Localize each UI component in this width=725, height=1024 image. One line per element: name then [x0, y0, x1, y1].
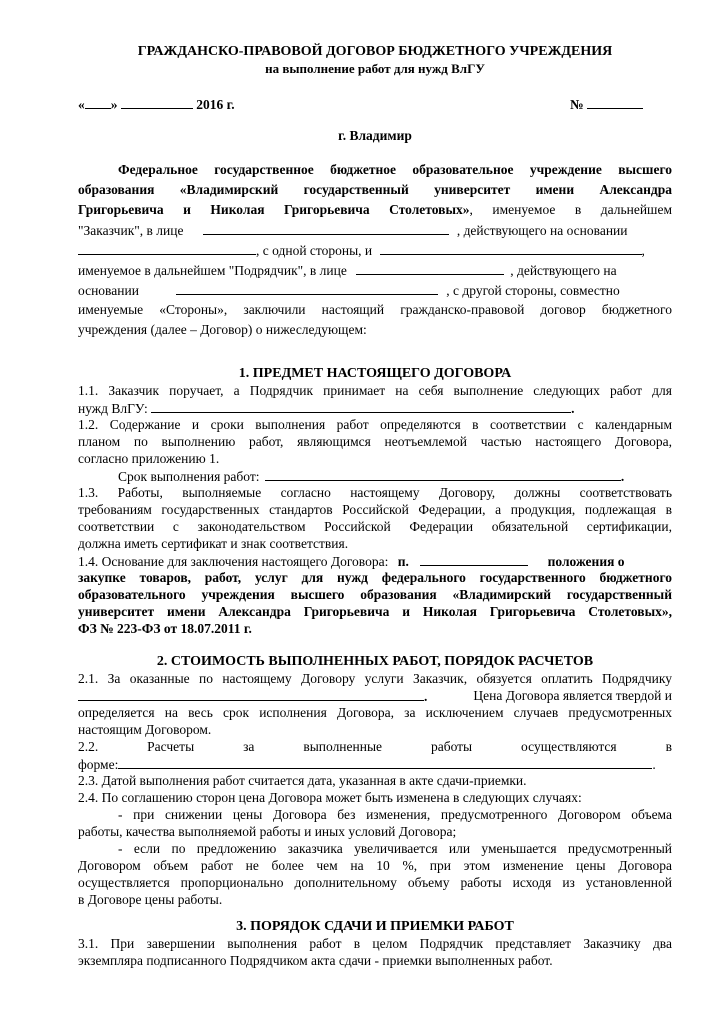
price-blank	[78, 688, 424, 701]
works-blank	[151, 400, 571, 413]
customer-basis-blank	[78, 242, 256, 255]
regulation-item-blank	[420, 553, 528, 566]
preamble-line-5-comma: ,	[641, 243, 645, 258]
clause-1-1-needs: нужд ВлГУ:	[78, 401, 148, 416]
clause-3-1-line-2: экземпляра подписанного Подрядчиком акта сдачи - приемки выполненных работ.	[78, 953, 553, 968]
term-line	[118, 468, 712, 485]
preamble-line-8: именуемые «Стороны», заключили настоящий гражданско-правовой договор бюджетного	[78, 302, 672, 317]
clause-2-3: 2.3. Датой выполнения работ считается дата, указанная в акте сдачи-приемки.	[78, 773, 527, 788]
preamble-line-9: учреждения (далее – Договор) о нижеследующем:	[78, 322, 367, 337]
clause-1-4-line-5: ФЗ № 223-ФЗ от 18.07.2011 г.	[78, 621, 252, 636]
date-year: 2016 г.	[196, 97, 235, 112]
clause-3-1-line-1: 3.1. При завершении выполнения работ в целом Подрядчик представляет Заказчику два	[78, 936, 672, 951]
number-line	[570, 96, 650, 113]
date-close-quote: »	[110, 97, 118, 112]
clause-2-1-line-2	[78, 688, 672, 705]
payment-form-blank	[118, 756, 652, 769]
contractor-name-blank	[380, 242, 642, 255]
clause-2-2-line-2	[78, 756, 672, 773]
section-1-heading: 1. ПРЕДМЕТ НАСТОЯЩЕГО ДОГОВОРА	[238, 366, 512, 381]
clause-1-4-basis-label: 1.4. Основание для заключения настоящего Договора:	[78, 554, 389, 569]
clause-2-1-line-4: настоящим Договором.	[78, 722, 212, 737]
clause-1-4-line-1	[78, 553, 672, 570]
preamble-line-1: Федеральное государственное бюджетное образовательное учреждение высшего	[118, 162, 672, 177]
basis-label: основании	[78, 283, 139, 298]
preamble-line-2: образования «Владимирский государственный университет имени Александра	[78, 182, 672, 197]
clause-1-4-line-4: университет имени Александра Григорьевича и Николая Григорьевича Столетовых»,	[78, 604, 672, 619]
payment-form-label: форме:	[78, 757, 119, 772]
section-2-heading: 2. СТОИМОСТЬ ВЫПОЛНЕННЫХ РАБОТ, ПОРЯДОК РАСЧЕТОВ	[156, 654, 594, 669]
contractor-rep-blank	[356, 262, 504, 275]
clause-2-2-number: 2.2.	[78, 739, 99, 754]
clause-1-4-line-2: закупке товаров, работ, услуг для нужд федерального государственного бюджетного	[78, 570, 672, 585]
contractor-acting-label: , действующего на	[510, 263, 617, 278]
city: г. Владимир	[338, 128, 412, 143]
date-open-quote: «	[78, 97, 85, 112]
clause-1-3-line-4: должна иметь сертификат и знак соответствия.	[78, 536, 349, 551]
preamble-line-6	[78, 262, 672, 279]
clause-1-4-line-3: образовательного учреждения высшего образования «Владимирский государственный	[78, 587, 672, 602]
clause-1-3-line-3: соответствии с законодательством Российской Федерации обязательной сертификации,	[78, 519, 672, 534]
university-name-end: Григорьевича и Николая Григорьевича Столетовых»	[78, 202, 470, 217]
preamble-line-5	[78, 242, 672, 259]
customer-basis-label: , действующего на основании	[456, 223, 628, 238]
payment-form-end: .	[652, 757, 656, 772]
document-title: ГРАЖДАНСКО-ПРАВОВОЙ ДОГОВОР БЮДЖЕТНОГО УЧРЕЖДЕНИЯ	[137, 44, 613, 59]
number-label: №	[570, 97, 584, 112]
clause-2-2-word-7: в	[665, 739, 672, 754]
preamble-line-5-text: , с одной стороны, и	[256, 243, 373, 258]
day-blank	[85, 96, 111, 109]
clause-2-2-word-3: за	[243, 739, 255, 754]
clause-1-1-end: .	[571, 401, 575, 416]
clause-2-2-word-6: осуществляются	[521, 739, 617, 754]
clause-1-1-line-2	[78, 400, 672, 417]
customer-label: "Заказчик", в лице	[78, 223, 184, 238]
clause-2-4-case-a-line-2: работы, качества выполняемой работы и иных условий Договора;	[78, 824, 457, 839]
clause-1-2-line-1: 1.2. Содержание и сроки выполнения работ определяются в соответствии с календарным	[78, 417, 672, 432]
preamble-line-7	[78, 282, 672, 299]
clause-2-2-word-4: выполненные	[303, 739, 383, 754]
preamble-line-4	[78, 222, 672, 239]
clause-2-2-word-2: Расчеты	[147, 739, 195, 754]
clause-2-4-case-b-line-1: - если по предложению заказчика увеличивается или уменьшается предусмотренный	[118, 841, 672, 856]
preamble-line-3-rest: , именуемое в дальнейшем	[469, 202, 672, 217]
clause-2-1-line-1: 2.1. За оказанные по настоящему Договору услуги Заказчик, обязуется оплатить Подрядчику	[78, 671, 672, 686]
number-blank	[587, 96, 643, 109]
contractor-label: именуемое в дальнейшем "Подрядчик", в лице	[78, 263, 347, 278]
clause-2-4-case-b-line-2: Договором объем работ не более чем на 10 %, при этом изменение цены Договора	[78, 858, 672, 873]
term-label: Срок выполнения работ:	[118, 469, 260, 484]
clause-1-1-line-1: 1.1. Заказчик поручает, а Подрядчик принимает на себя выполнение следующих работ для	[78, 383, 672, 398]
clause-2-2-line-1	[78, 739, 672, 755]
clause-1-4-regulation-label: положения о	[547, 554, 625, 569]
term-blank	[265, 468, 621, 481]
clause-2-4-case-b-line-3: осуществляется пропорционально дополнительному объему работы исходя из установленной	[78, 875, 672, 890]
clause-1-2-line-2: планом по выполнению работ, являющимся неотъемлемой частью настоящего Договора,	[78, 434, 672, 449]
preamble-line-7-rest: , с другой стороны, совместно	[446, 283, 620, 298]
clause-2-1-line-3: определяется на весь срок исполнения Договора, за исключением случаев предусмотренных	[78, 705, 672, 720]
term-end: .	[620, 469, 625, 484]
clause-1-3-line-1: 1.3. Работы, выполняемые согласно настоящему Договору, должны соответствовать	[78, 485, 672, 500]
clause-2-2-word-5: работы	[430, 739, 473, 754]
clause-1-4-item-label: п.	[397, 554, 409, 569]
clause-1-3-line-2: требованиям государственных стандартов Российской Федерации, а продукция, подлежащая в	[78, 502, 672, 517]
preamble-line-3	[78, 202, 672, 218]
clause-2-4-case-b-line-4: в Договоре цены работы.	[78, 892, 223, 907]
document-subtitle: на выполнение работ для нужд ВлГУ	[265, 61, 485, 76]
customer-rep-blank	[203, 222, 449, 235]
clause-1-2-line-3: согласно приложению 1.	[78, 451, 220, 466]
month-blank	[121, 96, 193, 109]
clause-2-1-fixed-price: Цена Договора является твердой и	[473, 688, 672, 703]
clause-2-4: 2.4. По соглашению сторон цена Договора может быть изменена в следующих случаях:	[78, 790, 582, 805]
clause-2-4-case-a-line-1: - при снижении цены Договора без изменения, предусмотренного Договором объема	[118, 807, 672, 822]
price-end: .	[424, 689, 428, 704]
contractor-basis-blank	[176, 282, 438, 295]
section-3-heading: 3. ПОРЯДОК СДАЧИ И ПРИЕМКИ РАБОТ	[236, 919, 514, 934]
